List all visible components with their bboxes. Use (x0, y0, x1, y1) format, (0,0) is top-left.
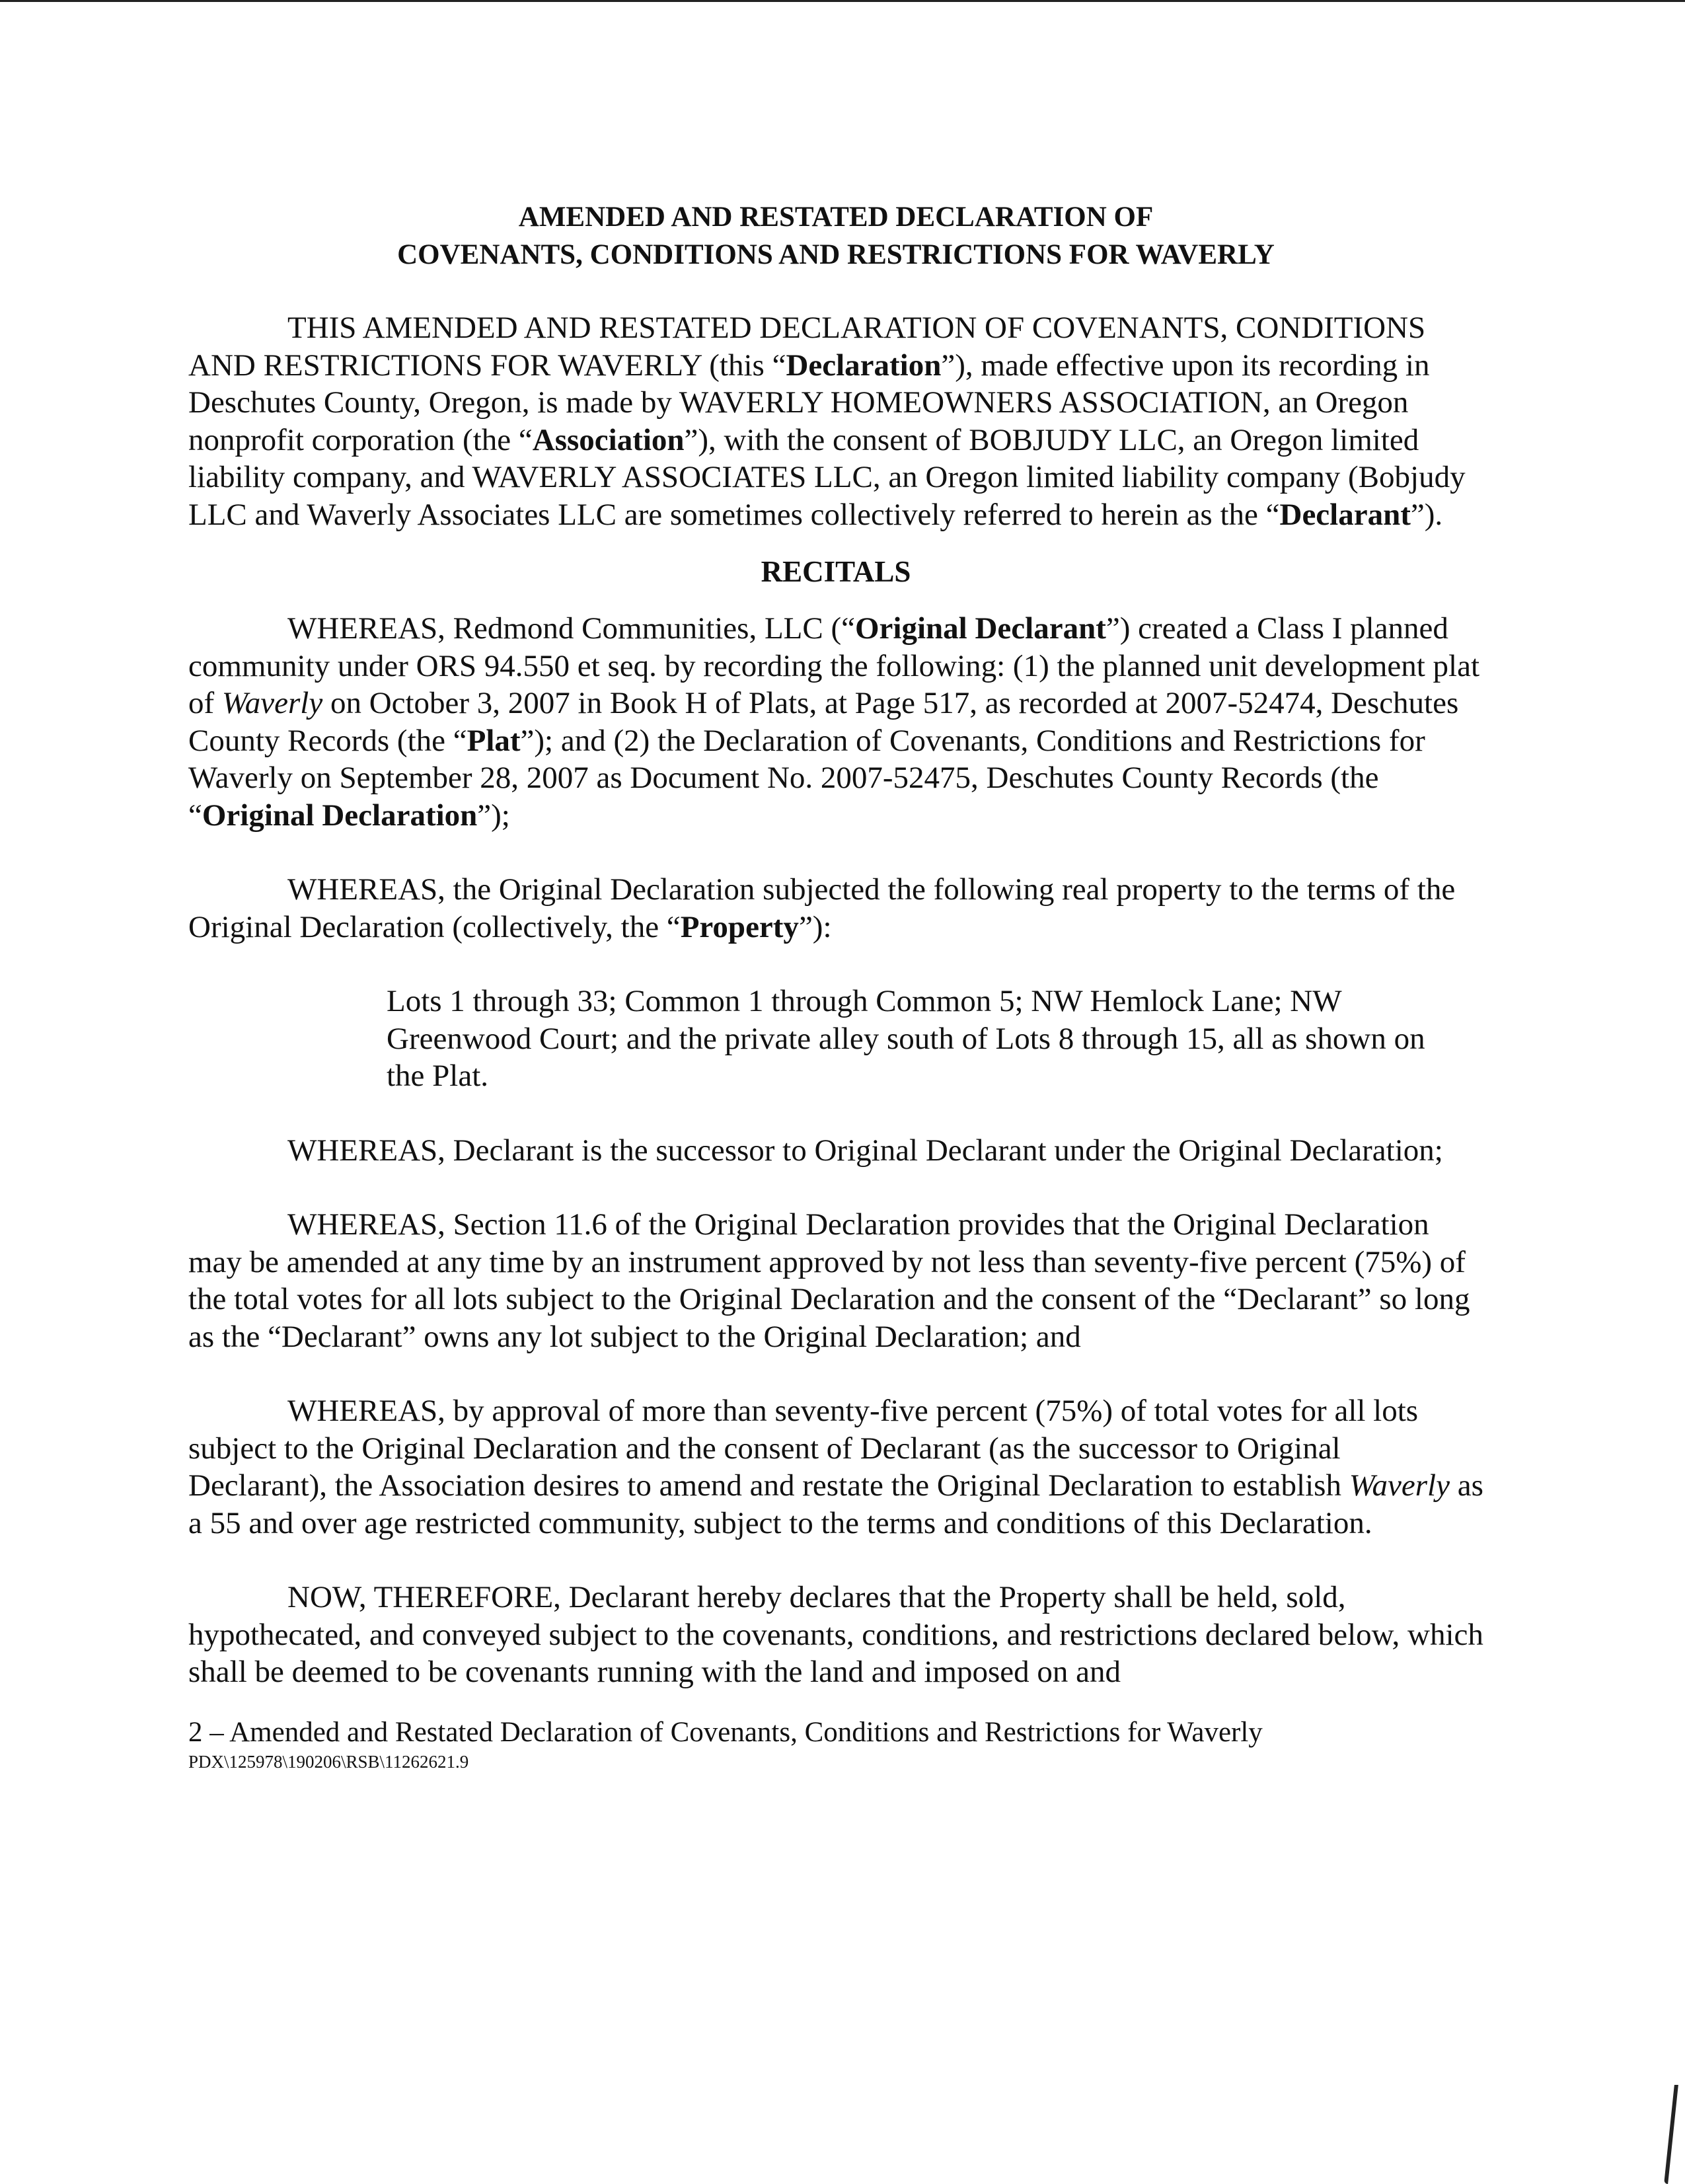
recital2-text-1: WHEREAS, the Original Declaration subjected the following real property to the terms of the Original Declaration (collectively, the “ (188, 872, 1456, 944)
recital5-text-2: as a 55 and over age restricted community, subject to the terms and conditions of this Declaration. (188, 1468, 1483, 1540)
community-name: Waverly (1349, 1468, 1450, 1503)
page-footer (188, 1715, 1483, 1773)
recital-paragraph-4: WHEREAS, Section 11.6 of the Original Declaration provides that the Original Declaration may be amended at any time by an instrument approved by not less than seventy-five percent (75%) of the total votes for all lots subject to the Original Declaration and the consent of the “Declarant” so long as the “Declarant” owns any lot subject to the Original Declaration; and (188, 1207, 1470, 1354)
recital-paragraph-1 (188, 610, 1483, 834)
title-line-2: COVENANTS, CONDITIONS AND RESTRICTIONS FOR WAVERLY (397, 239, 1275, 270)
recital1-text-5: ”); (477, 798, 510, 833)
defined-term-original-declarant: Original Declarant (855, 611, 1106, 646)
community-name: Waverly (221, 686, 323, 720)
intro-text-3: ”), with the consent of BOBJUDY LLC, an Oregon limited liability company, and WAVERLY ASSOCIATES LLC, an Oregon limited liability company (Bobjudy LLC and Waverly Associates LLC are sometimes collectively referred to herein as the “ (188, 422, 1466, 532)
document-title (188, 198, 1483, 274)
title-line-1: AMENDED AND RESTATED DECLARATION OF (518, 202, 1154, 233)
defined-term-association: Association (532, 422, 685, 457)
footer-document-number: PDX\125978\190206\RSB\11262621.9 (188, 1751, 469, 1772)
recital-paragraph-5 (188, 1392, 1483, 1542)
recitals-heading: RECITALS (761, 555, 911, 588)
recital2-text-2: ”): (798, 909, 832, 944)
recital1-text-3: on October 3, 2007 in Book H of Plats, at Page 517, as recorded at 2007-52474, Deschutes County Records (the “ (188, 686, 1459, 758)
property-description: Lots 1 through 33; Common 1 through Common 5; NW Hemlock Lane; NW Greenwood Court; and the private alley south of Lots 8 through 15, all as shown on the Plat. (387, 984, 1425, 1093)
document-page (188, 198, 1483, 1773)
scan-corner-mark (1664, 2085, 1678, 2184)
defined-term-declaration: Declaration (786, 348, 942, 383)
scan-top-edge (0, 0, 1685, 2)
recital5-text-1: WHEREAS, by approval of more than seventy-five percent (75%) of total votes for all lots subject to the Original Declaration and the consent of Declarant (as the successor to Original Declarant), the Association desires to amend and restate the Original Declaration to establish (188, 1394, 1419, 1503)
defined-term-plat: Plat (467, 723, 521, 758)
defined-term-original-declaration: Original Declaration (202, 798, 478, 833)
recital-paragraph-2 (188, 871, 1483, 946)
recital-paragraph-3: WHEREAS, Declarant is the successor to Original Declarant under the Original Declaration; (287, 1133, 1443, 1168)
defined-term-declarant: Declarant (1279, 497, 1411, 532)
intro-text-1: THIS AMENDED AND RESTATED DECLARATION OF COVENANTS, CONDITIONS AND RESTRICTIONS FOR WAVERLY (this “ (188, 311, 1426, 383)
recital1-text-4: ”); and (2) the Declaration of Covenants, Conditions and Restrictions for Waverly on September 28, 2007 as Document No. 2007-52475, Deschutes County Records (the “ (188, 723, 1425, 833)
now-therefore-paragraph: NOW, THEREFORE, Declarant hereby declares that the Property shall be held, sold, hypothecated, and conveyed subject to the covenants, conditions, and restrictions declared below, which shall be deemed to be covenants running with the land and imposed on and (188, 1580, 1483, 1689)
recital1-text-1: WHEREAS, Redmond Communities, LLC (“ (287, 611, 855, 646)
intro-paragraph (188, 309, 1483, 533)
intro-text-2: ”), made effective upon its recording in Deschutes County, Oregon, is made by WAVERLY HOMEOWNERS ASSOCIATION, an Oregon nonprofit corporation (the “ (188, 348, 1430, 457)
intro-text-4: ”). (1410, 497, 1443, 532)
recital1-text-2: ”) created a Class I planned community under ORS 94.550 et seq. by recording the following: (1) the planned unit development plat of (188, 611, 1480, 720)
defined-term-property: Property (680, 909, 799, 944)
footer-page-line: 2 – Amended and Restated Declaration of Covenants, Conditions and Restrictions for Waverly (188, 1716, 1263, 1748)
